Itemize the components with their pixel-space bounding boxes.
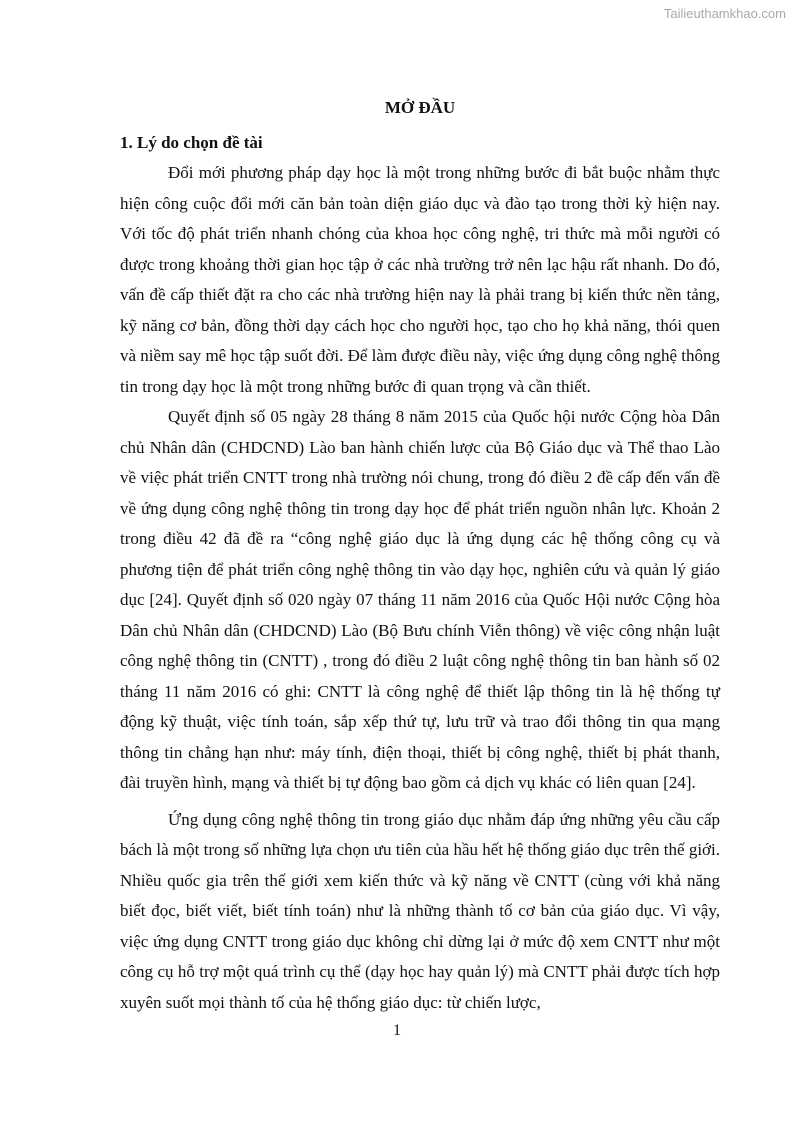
document-body <box>120 96 720 1018</box>
section-heading: 1. Lý do chọn đề tài <box>120 133 263 152</box>
paragraph-1: Đổi mới phương pháp dạy học là một trong những bước đi bắt buộc nhằm thực hiện công cuộc đổi mới căn bản toàn diện giáo dục và đào tạo trong thời kỳ hiện nay. Với tốc độ phát triển nhanh chóng của khoa học công nghệ, tri thức mà mỗi người có được trong khoảng thời gian học tập ở các nhà trường trở nên lạc hậu rất nhanh. Do đó, vấn đề cấp thiết đặt ra cho các nhà trường hiện nay là phải trang bị kiến thức nền tảng, kỹ năng cơ bản, đồng thời dạy cách học cho người học, tạo cho họ khả năng, thói quen và niềm say mê học tập suốt đời. Để làm được điều này, việc ứng dụng công nghệ thông tin trong dạy học là một trong những bước đi quan trọng và cần thiết. <box>120 163 720 396</box>
document-title: MỞ ĐẦU <box>384 98 456 117</box>
watermark-text: Tailieuthamkhao.com <box>663 6 786 21</box>
paragraph-2: Quyết định số 05 ngày 28 tháng 8 năm 2015 của Quốc hội nước Cộng hòa Dân chủ Nhân dân (CHDCND) Lào ban hành chiến lược của Bộ Giáo dục và Thể thao Lào về việc phát triển CNTT trong nhà trường nói chung, trong đó điều 2 đề cấp đến vấn đề về ứng dụng công nghệ thông tin trong dạy học để phát triển nguồn nhân lực. Khoản 2 trong điều 42 đã đề ra “công nghệ giáo dục là ứng dụng các hệ thống công cụ và phương tiện để phát triển công nghệ thông tin vào dạy học, nghiên cứu và quản lý giáo dục [24]. Quyết định số 020 ngày 07 tháng 11 năm 2016 của Quốc Hội nước Cộng hòa Dân chủ Nhân dân (CHDCND) Lào (Bộ Bưu chính Viễn thông) về việc công nhận luật công nghệ thông tin (CNTT) , trong đó điều 2 luật công nghệ thông tin ban hành số 02 tháng 11 năm 2016 có ghi: CNTT là công nghệ để thiết lập thông tin là hệ thống tự động kỹ thuật, việc tính toán, sắp xếp thứ tự, lưu trữ và trao đổi thông tin qua mạng thông tin chẳng hạn như: máy tính, điện thoại, thiết bị công nghệ, thiết bị phát thanh, đài truyền hình, mạng và thiết bị tự động bao gồm cả dịch vụ khác có liên quan [24]. <box>120 407 720 792</box>
paragraph-3: Ứng dụng công nghệ thông tin trong giáo dục nhằm đáp ứng những yêu cầu cấp bách là một trong số những lựa chọn ưu tiên của hầu hết hệ thống giáo dục trên thế giới. Nhiều quốc gia trên thế giới xem kiến thức và kỹ năng về CNTT (cùng với khả năng biết đọc, biết viết, biết tính toán) như là những thành tố cơ bản của giáo dục. Vì vậy, việc ứng dụng CNTT trong giáo dục không chỉ dừng lại ở mức độ xem CNTT như một công cụ hỗ trợ một quá trình cụ thể (dạy học hay quản lý) mà CNTT phải được tích hợp xuyên suốt mọi thành tố của hệ thống giáo dục: từ chiến lược, <box>120 809 720 1012</box>
page-number: 1 <box>393 1022 401 1039</box>
